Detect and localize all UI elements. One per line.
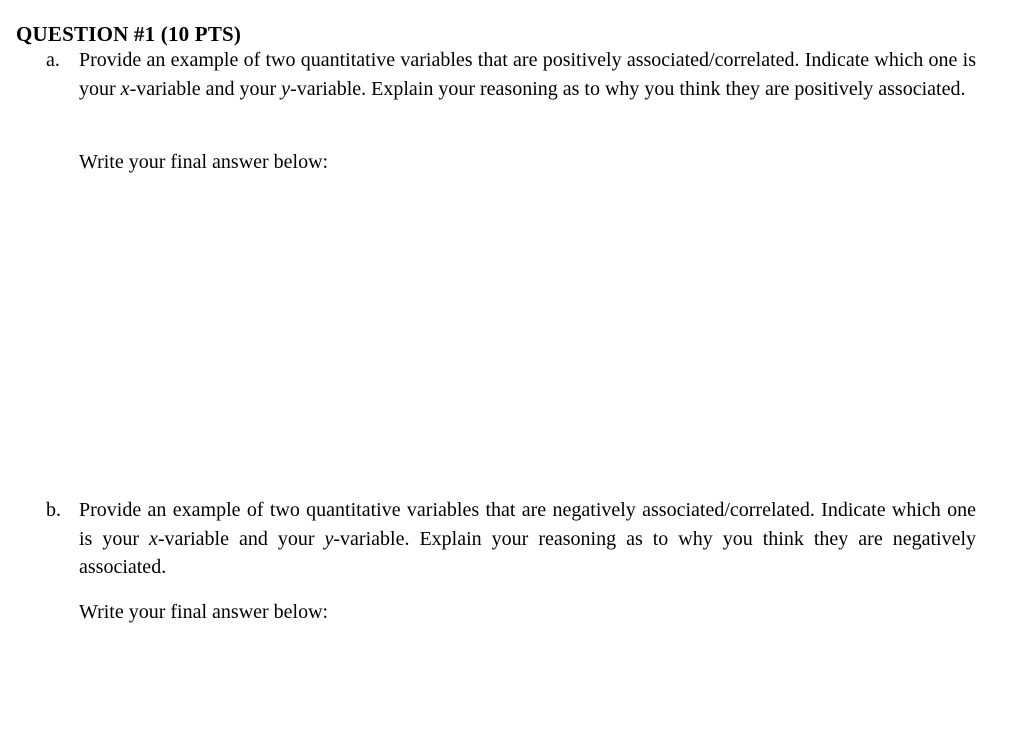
part-b-marker: b. bbox=[46, 499, 61, 521]
part-a-answer-label: Write your final answer below: bbox=[79, 151, 329, 173]
part-a-text-1: Provide an example of two quantitative variables that are positively associated/correlated. Indicate which one is your bbox=[79, 49, 976, 100]
part-b-answer-label: Write your final answer below: bbox=[79, 601, 329, 623]
part-b-text-1: Provide an example of two quantitative variables that are negatively associated/correlated. Indicate which one is your bbox=[79, 499, 976, 550]
part-a-prompt bbox=[79, 46, 976, 103]
part-a-marker: a. bbox=[46, 49, 60, 71]
part-a-text-3: -variable. Explain your reasoning as to why you think they are positively associated. bbox=[290, 77, 966, 100]
part-b-answer-area[interactable] bbox=[79, 636, 976, 736]
part-a-answer-area[interactable] bbox=[79, 186, 976, 466]
part-a-y-var: y bbox=[281, 77, 291, 100]
part-a-text-2: -variable and your bbox=[129, 77, 282, 100]
question-title: QUESTION #1 (10 PTS) bbox=[16, 22, 242, 46]
part-b-x-var: x bbox=[149, 527, 158, 550]
part-a-x-var: x bbox=[120, 77, 130, 100]
part-b-text-2: -variable and your bbox=[157, 527, 325, 550]
part-b-text-3: -variable. Explain your reasoning as to why you think they are negatively associated. bbox=[79, 527, 976, 578]
part-b-y-var: y bbox=[324, 527, 334, 550]
part-b-prompt bbox=[79, 496, 976, 582]
